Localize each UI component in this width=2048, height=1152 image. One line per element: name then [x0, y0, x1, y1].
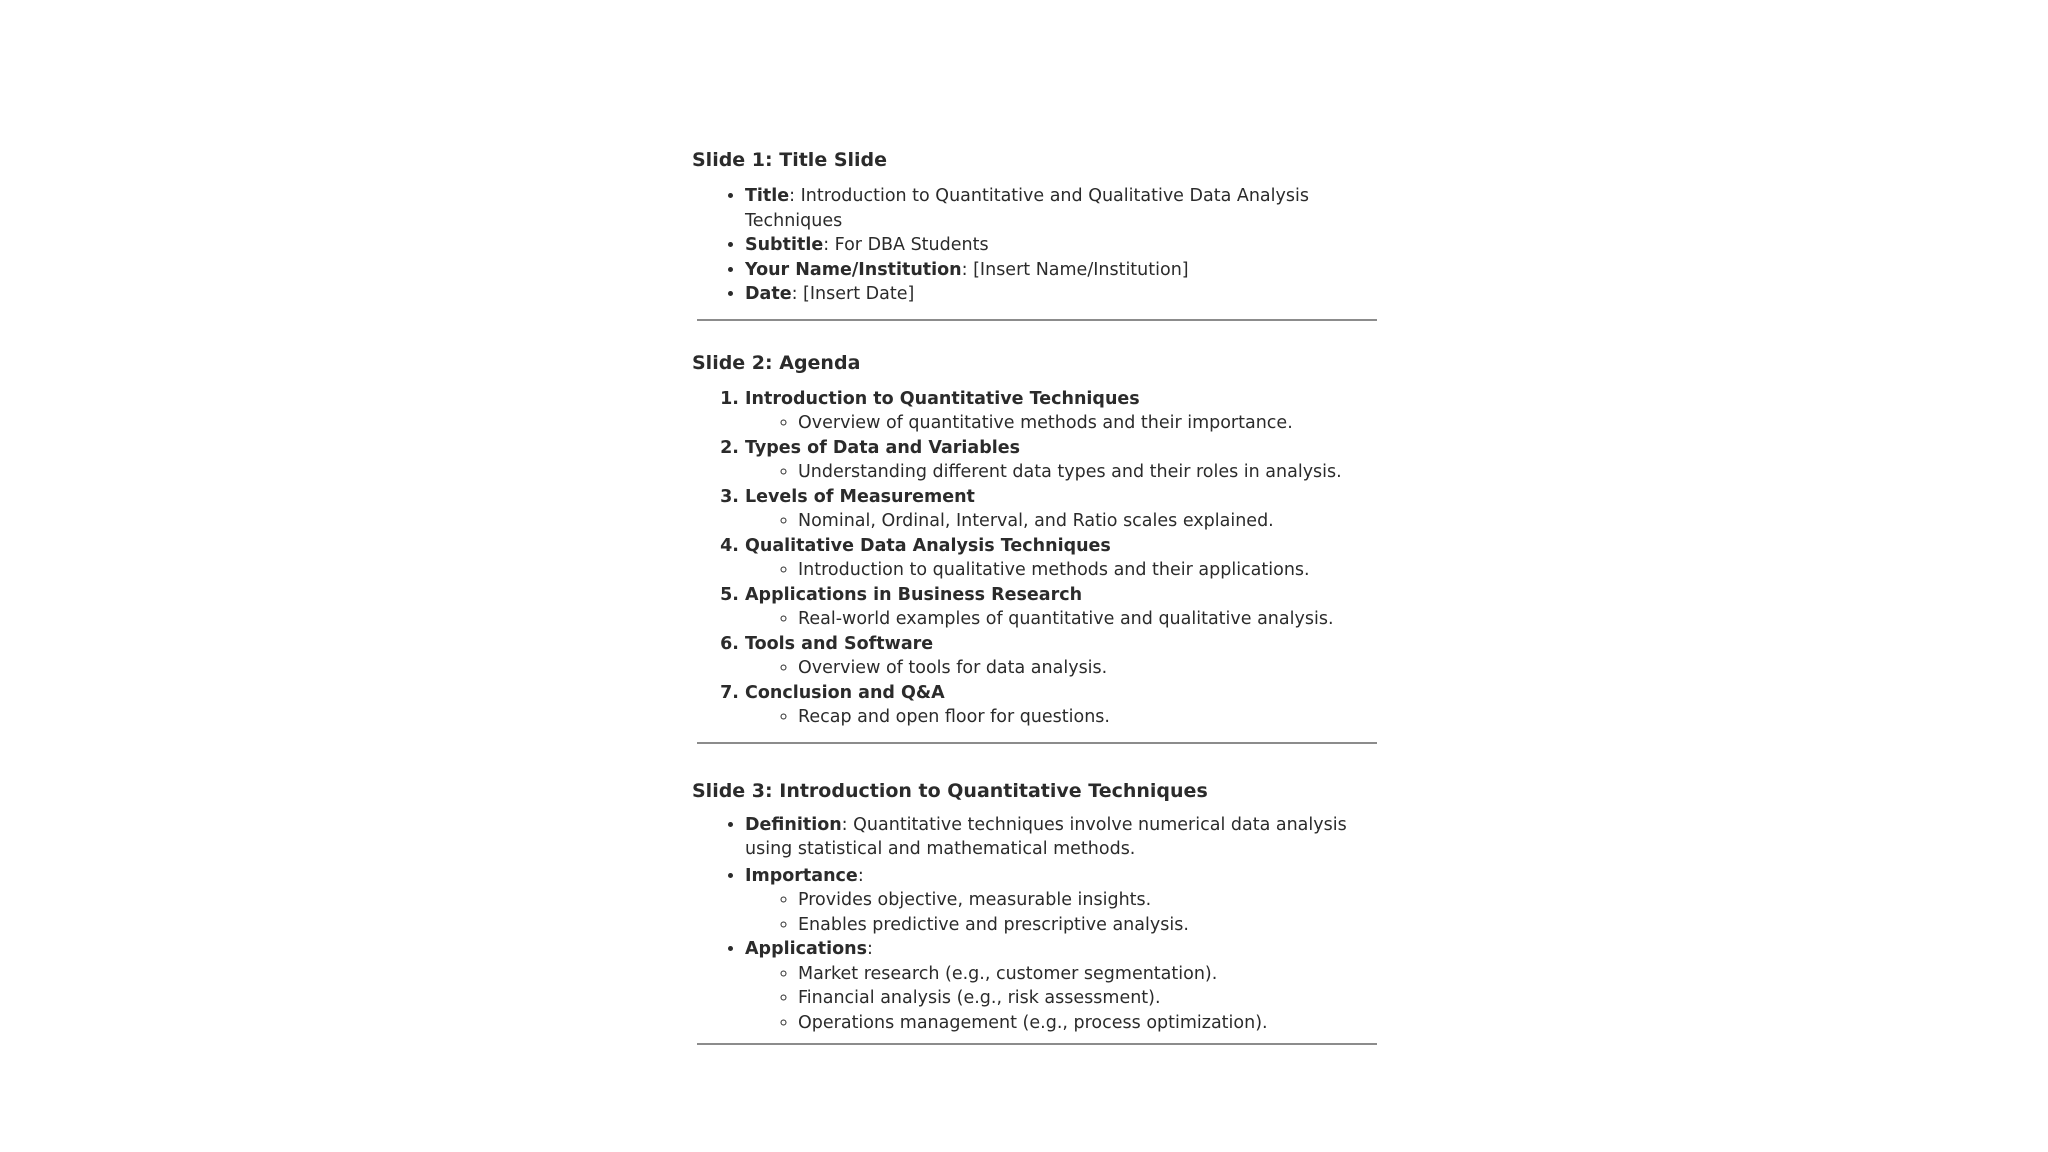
- applications-sublist: [745, 962, 1380, 1036]
- definition-item: [745, 813, 1380, 862]
- item-value: Quantitative techniques involve numerical data analysis using statistical and mathematical methods.: [745, 814, 1347, 859]
- agenda-item-title: Applications in Business Research: [745, 584, 1083, 605]
- item-separator: :: [857, 865, 864, 886]
- item-value: [Insert Date]: [803, 284, 915, 304]
- agenda-item-detail: ◦ Recap and open floor for questions.: [798, 705, 1380, 730]
- slide-3-section: [692, 778, 1380, 1046]
- slide-3-list: [692, 813, 1380, 1036]
- importance-point: ◦ Enables predictive and prescriptive analysis.: [798, 913, 1380, 938]
- horizontal-divider: [697, 1043, 1377, 1045]
- agenda-sublist: [745, 705, 1380, 730]
- agenda-sublist: [745, 607, 1380, 632]
- agenda-item-title: Levels of Measurement: [745, 486, 975, 507]
- agenda-sublist: [745, 460, 1380, 485]
- agenda-item-detail: ◦ Overview of quantitative methods and their importance.: [798, 411, 1380, 436]
- agenda-sublist: [745, 411, 1380, 436]
- list-item: [745, 184, 1380, 233]
- slide-1-section: [692, 147, 1380, 321]
- item-key: Applications: [745, 939, 868, 959]
- list-item: [745, 258, 1380, 283]
- agenda-sublist: [745, 558, 1380, 583]
- agenda-item-title: Types of Data and Variables: [745, 437, 1021, 458]
- agenda-item: [745, 583, 1380, 632]
- section-spacer: [692, 744, 1380, 778]
- importance-sublist: [745, 888, 1380, 937]
- application-point: ◦ Financial analysis (e.g., risk assessment).: [798, 986, 1380, 1011]
- agenda-item-detail: ◦ Overview of tools for data analysis.: [798, 656, 1380, 681]
- agenda-item-title: Tools and Software: [745, 633, 934, 654]
- item-value: For DBA Students: [834, 235, 989, 255]
- agenda-item-detail: ◦ Real-world examples of quantitative and qualitative analysis.: [798, 607, 1380, 632]
- agenda-item: [745, 632, 1380, 681]
- document: [692, 147, 1380, 1045]
- list-item: [745, 282, 1380, 307]
- item-key: Definition: [745, 814, 842, 835]
- agenda-sublist: [745, 509, 1380, 534]
- agenda-item: [745, 436, 1380, 485]
- agenda-list: [692, 387, 1380, 730]
- item-separator: :: [791, 284, 804, 304]
- application-point: ◦ Operations management (e.g., process optimization).: [798, 1011, 1380, 1036]
- item-value: [Insert Name/Institution]: [973, 259, 1189, 280]
- item-separator: :: [789, 186, 801, 206]
- agenda-item-title: Conclusion and Q&A: [745, 682, 945, 703]
- slide-2-heading: Slide 2: Agenda: [692, 351, 861, 374]
- agenda-item-detail: ◦ Understanding different data types and their roles in analysis.: [798, 460, 1380, 485]
- slide-2-section: [692, 350, 1380, 744]
- slide-3-heading: Slide 3: Introduction to Quantitative Techniques: [692, 779, 1208, 802]
- item-separator: :: [841, 814, 854, 835]
- applications-item: [745, 937, 1380, 1035]
- item-key: Subtitle: [745, 235, 824, 255]
- list-item: [745, 233, 1380, 258]
- item-separator: :: [961, 259, 974, 280]
- item-key: Title: [745, 186, 790, 206]
- agenda-item-detail: ◦ Introduction to qualitative methods and their applications.: [798, 558, 1380, 583]
- slide-1-list: [692, 184, 1380, 307]
- agenda-item: [745, 485, 1380, 534]
- agenda-item: [745, 387, 1380, 436]
- agenda-sublist: [745, 656, 1380, 681]
- agenda-item: [745, 681, 1380, 730]
- section-spacer: [692, 321, 1380, 350]
- agenda-item: [745, 534, 1380, 583]
- agenda-item-title: Introduction to Quantitative Techniques: [745, 388, 1140, 409]
- item-separator: :: [867, 939, 873, 959]
- agenda-item-title: Qualitative Data Analysis Techniques: [745, 535, 1111, 556]
- importance-point: ◦ Provides objective, measurable insights.: [798, 888, 1380, 913]
- agenda-item-detail: ◦ Nominal, Ordinal, Interval, and Ratio scales explained.: [798, 509, 1380, 534]
- slide-1-heading: Slide 1: Title Slide: [692, 149, 888, 171]
- item-key: Date: [745, 284, 792, 304]
- item-value: Introduction to Quantitative and Qualitative Data Analysis Techniques: [745, 186, 1309, 231]
- item-key: Importance: [745, 865, 858, 886]
- importance-item: [745, 864, 1380, 938]
- item-key: Your Name/Institution: [745, 259, 962, 280]
- item-separator: :: [823, 235, 835, 255]
- application-point: ◦ Market research (e.g., customer segmentation).: [798, 962, 1380, 987]
